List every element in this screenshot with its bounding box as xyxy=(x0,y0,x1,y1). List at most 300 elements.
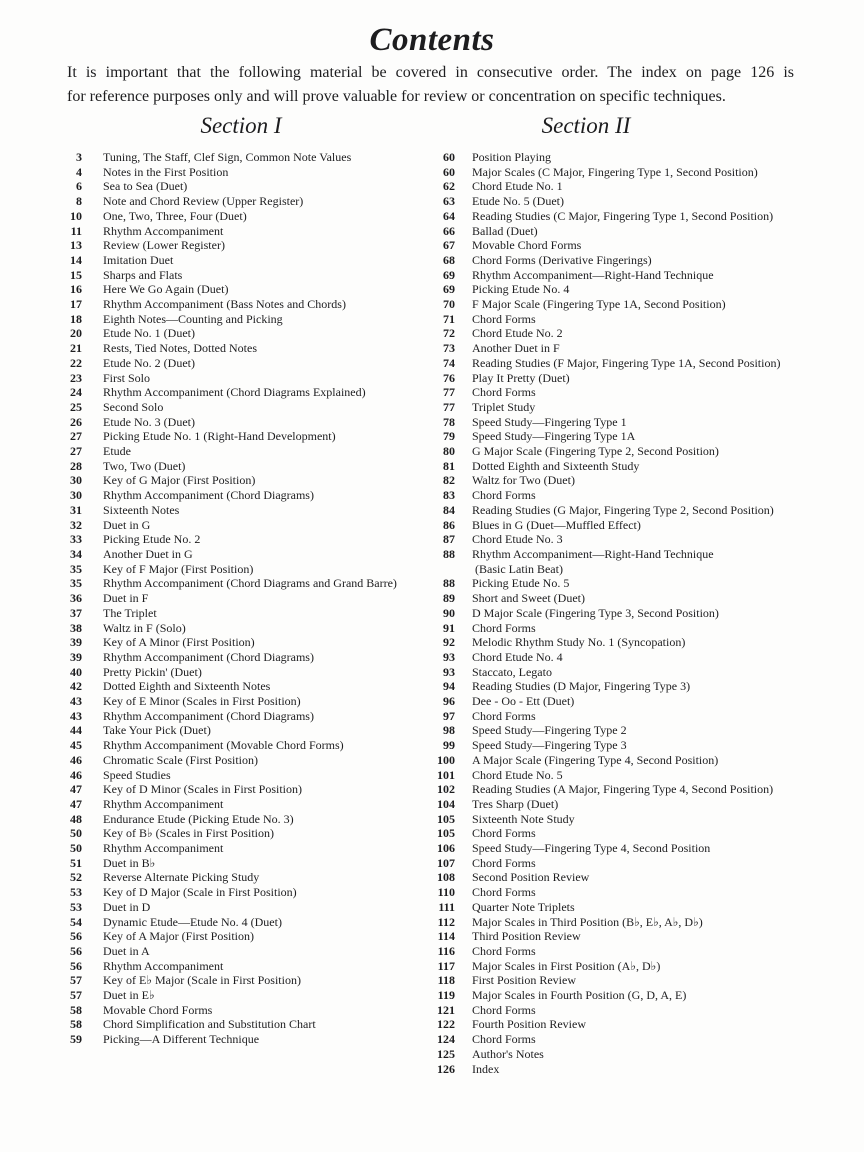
toc-page-number: 98 xyxy=(443,723,455,738)
toc-page-number: 122 xyxy=(437,1017,455,1032)
toc-row xyxy=(52,282,430,297)
toc-entry-title: Speed Studies xyxy=(103,767,171,782)
toc-entry-title: Ballad (Duet) xyxy=(472,223,538,238)
toc-entry-title: (Basic Latin Beat) xyxy=(475,561,563,576)
toc-row xyxy=(52,562,430,577)
toc-row xyxy=(430,356,820,371)
toc-row xyxy=(430,268,820,283)
toc-entry-title: Duet in A xyxy=(103,943,150,958)
toc-page-number: 58 xyxy=(70,1017,82,1032)
toc-row xyxy=(52,1003,430,1018)
intro-line-2: for reference purposes only and will prove valuable for review or concentration on specific techniques. xyxy=(67,88,726,105)
toc-row xyxy=(430,1017,820,1032)
toc-page-number: 62 xyxy=(443,179,455,194)
toc-page-number: 99 xyxy=(443,738,455,753)
toc-entry-title: Dynamic Etude—Etude No. 4 (Duet) xyxy=(103,914,282,929)
toc-row xyxy=(52,665,430,680)
toc-page-number: 27 xyxy=(70,429,82,444)
toc-entry-title: Etude xyxy=(103,444,131,459)
toc-entry-title: Rhythm Accompaniment xyxy=(103,796,224,811)
toc-row xyxy=(430,973,820,988)
toc-row xyxy=(52,150,430,165)
toc-entry-title: Movable Chord Forms xyxy=(103,1002,213,1017)
toc-entry-title: First Position Review xyxy=(472,973,577,988)
toc-page-number: 57 xyxy=(70,973,82,988)
toc-row xyxy=(52,885,430,900)
toc-row xyxy=(430,415,820,430)
toc-entry-title: Etude No. 2 (Duet) xyxy=(103,355,195,370)
toc-row xyxy=(52,635,430,650)
toc-page-number: 91 xyxy=(443,620,455,635)
toc-entry-title: Major Scales (C Major, Fingering Type 1, Second Position) xyxy=(472,164,758,179)
toc-page-number: 87 xyxy=(443,532,455,547)
toc-entry-title: Sixteenth Note Study xyxy=(472,811,575,826)
toc-row xyxy=(52,326,430,341)
toc-row xyxy=(52,768,430,783)
toc-row xyxy=(52,738,430,753)
toc-entry-title: Second Solo xyxy=(103,399,164,414)
toc-row xyxy=(430,473,820,488)
toc-page-number: 76 xyxy=(443,370,455,385)
toc-page-number: 11 xyxy=(70,223,82,238)
toc-page-number: 35 xyxy=(70,576,82,591)
toc-entry-title: Picking Etude No. 5 xyxy=(472,576,570,591)
toc-entry-title: Reading Studies (D Major, Fingering Type 3) xyxy=(472,679,691,694)
toc-page-number: 47 xyxy=(70,796,82,811)
toc-entry-title: Chromatic Scale (First Position) xyxy=(103,752,258,767)
toc-entry-title: Reverse Alternate Picking Study xyxy=(103,870,260,885)
toc-row xyxy=(430,797,820,812)
toc-entry-title: Etude No. 3 (Duet) xyxy=(103,414,195,429)
toc-entry-title: Picking Etude No. 1 (Right-Hand Development) xyxy=(103,429,336,444)
toc-page-number: 30 xyxy=(70,473,82,488)
toc-page-number: 53 xyxy=(70,899,82,914)
toc-row xyxy=(52,415,430,430)
toc-row xyxy=(52,1032,430,1047)
toc-page-number: 67 xyxy=(443,238,455,253)
toc-entry-title: Reading Studies (F Major, Fingering Type 1A, Second Position) xyxy=(472,355,781,370)
toc-entry-title: Chord Forms xyxy=(472,488,536,503)
toc-row xyxy=(430,165,820,180)
toc-page-number: 14 xyxy=(70,252,82,267)
toc-page-number: 78 xyxy=(443,414,455,429)
toc-row xyxy=(430,282,820,297)
toc-row xyxy=(430,944,820,959)
toc-row xyxy=(430,1003,820,1018)
toc-page-number: 59 xyxy=(70,1032,82,1047)
toc-entry-title: Short and Sweet (Duet) xyxy=(472,591,585,606)
toc-page-number: 64 xyxy=(443,208,455,223)
toc-entry-title: Fourth Position Review xyxy=(472,1017,587,1032)
toc-row xyxy=(430,518,820,533)
toc-entry-title: Key of F Major (First Position) xyxy=(103,561,254,576)
toc-entry-title: Rhythm Accompaniment xyxy=(103,841,224,856)
toc-page-number: 71 xyxy=(443,311,455,326)
toc-entry-title: Dee - Oo - Ett (Duet) xyxy=(472,694,575,709)
toc-page-number: 66 xyxy=(443,223,455,238)
toc-row xyxy=(52,606,430,621)
toc-entry-title: A Major Scale (Fingering Type 4, Second Position) xyxy=(472,752,719,767)
toc-entry-title: Rhythm Accompaniment xyxy=(103,958,224,973)
toc-entry-title: Etude No. 5 (Duet) xyxy=(472,194,564,209)
toc-page-number: 63 xyxy=(443,194,455,209)
toc-entry-title: Quarter Note Triplets xyxy=(472,899,575,914)
toc-entry-title: Rhythm Accompaniment (Chord Diagrams) xyxy=(103,649,314,664)
toc-page-number: 102 xyxy=(437,782,455,797)
toc-entry-title: Speed Study—Fingering Type 1A xyxy=(472,429,636,444)
toc-entry-title: Waltz for Two (Duet) xyxy=(472,473,575,488)
toc-entry-title: Rests, Tied Notes, Dotted Notes xyxy=(103,341,258,356)
toc-page-number: 119 xyxy=(437,988,455,1003)
toc-row xyxy=(52,356,430,371)
toc-entry-title: Play It Pretty (Duet) xyxy=(472,370,570,385)
toc-row xyxy=(430,1047,820,1062)
toc-row xyxy=(52,591,430,606)
toc-entry-title: Rhythm Accompaniment (Movable Chord Forms) xyxy=(103,738,344,753)
toc-page-number: 8 xyxy=(76,194,82,209)
toc-entry-title: Rhythm Accompaniment (Chord Diagrams and Grand Barre) xyxy=(103,576,397,591)
toc-page-number: 73 xyxy=(443,341,455,356)
toc-page-number: 22 xyxy=(70,355,82,370)
section-1-heading: Section I xyxy=(200,113,282,138)
toc-row xyxy=(52,782,430,797)
toc-entry-title: Sea to Sea (Duet) xyxy=(103,179,188,194)
toc-entry-title: Chord Etude No. 1 xyxy=(472,179,563,194)
toc-row xyxy=(430,768,820,783)
toc-entry-title: Duet in B♭ xyxy=(103,855,156,870)
toc-entry-title: Chord Forms (Derivative Fingerings) xyxy=(472,252,652,267)
toc-page-number: 52 xyxy=(70,870,82,885)
toc-entry-title: Third Position Review xyxy=(472,929,581,944)
toc-row xyxy=(430,900,820,915)
toc-entry-title: Chord Forms xyxy=(472,826,536,841)
toc-row xyxy=(430,297,820,312)
toc-entry-title: Major Scales in Third Position (B♭, E♭, A♭, D♭) xyxy=(472,914,703,929)
toc-entry-title: Tres Sharp (Duet) xyxy=(472,796,559,811)
toc-row xyxy=(430,782,820,797)
toc-entry-title: Pretty Pickin' (Duet) xyxy=(103,664,202,679)
toc-entry-title: Dotted Eighth and Sixteenth Notes xyxy=(103,679,271,694)
toc-page-number: 101 xyxy=(437,767,455,782)
toc-row xyxy=(52,826,430,841)
toc-page-number: 60 xyxy=(443,164,455,179)
toc-entry-title: Waltz in F (Solo) xyxy=(103,620,186,635)
toc-entry-title: Duet in D xyxy=(103,899,151,914)
toc-entry-title: Another Duet in F xyxy=(472,341,560,356)
toc-page-number: 114 xyxy=(437,929,455,944)
toc-entry-title: Chord Forms xyxy=(472,885,536,900)
toc-row xyxy=(52,224,430,239)
toc-page-number: 56 xyxy=(70,929,82,944)
toc-page-number: 68 xyxy=(443,252,455,267)
toc-row xyxy=(430,591,820,606)
toc-page-number: 46 xyxy=(70,767,82,782)
toc-row xyxy=(52,547,430,562)
toc-entry-title: Tuning, The Staff, Clef Sign, Common Note Values xyxy=(103,150,352,164)
toc-page-number: 45 xyxy=(70,738,82,753)
toc-entry-title: Staccato, Legato xyxy=(472,664,552,679)
toc-entry-title: Major Scales in Fourth Position (G, D, A, E) xyxy=(472,988,687,1003)
toc-row xyxy=(52,371,430,386)
toc-row xyxy=(430,488,820,503)
toc-row xyxy=(52,444,430,459)
toc-page-number: 44 xyxy=(70,723,82,738)
toc-row xyxy=(52,400,430,415)
toc-entry-title: One, Two, Three, Four (Duet) xyxy=(103,208,247,223)
toc-page-number: 27 xyxy=(70,444,82,459)
toc-row xyxy=(52,650,430,665)
toc-entry-title: Notes in the First Position xyxy=(103,164,229,179)
toc-page-number: 31 xyxy=(70,502,82,517)
toc-row xyxy=(430,856,820,871)
toc-row xyxy=(430,459,820,474)
toc-page-number: 89 xyxy=(443,591,455,606)
toc-page-number: 82 xyxy=(443,473,455,488)
toc-entry-title: Rhythm Accompaniment (Chord Diagrams Explained) xyxy=(103,385,366,400)
toc-page-number: 107 xyxy=(437,855,455,870)
toc-entry-title: Chord Simplification and Substitution Chart xyxy=(103,1017,316,1032)
toc-row xyxy=(430,959,820,974)
toc-row xyxy=(52,753,430,768)
toc-row xyxy=(430,885,820,900)
toc-page-number: 79 xyxy=(443,429,455,444)
toc-page-number: 25 xyxy=(70,399,82,414)
toc-page-number: 94 xyxy=(443,679,455,694)
toc-row xyxy=(52,988,430,1003)
toc-entry-title: Speed Study—Fingering Type 1 xyxy=(472,414,627,429)
toc-page-number: 86 xyxy=(443,517,455,532)
toc-entry-title: Major Scales in First Position (A♭, D♭) xyxy=(472,958,661,973)
toc-row xyxy=(430,503,820,518)
page-title: Contents xyxy=(369,22,495,58)
toc-entry-title: Duet in F xyxy=(103,591,149,606)
toc-row xyxy=(430,753,820,768)
toc-entry-title: Key of G Major (First Position) xyxy=(103,473,256,488)
section-1-column xyxy=(52,112,430,1047)
toc-page-number: 117 xyxy=(437,958,455,973)
toc-entry-title: Picking Etude No. 2 xyxy=(103,532,201,547)
toc-row xyxy=(430,1032,820,1047)
section-2-column xyxy=(430,112,820,1076)
toc-entry-title: Key of E Minor (Scales in First Position) xyxy=(103,694,301,709)
toc-entry-title: Sharps and Flats xyxy=(103,267,183,282)
toc-row xyxy=(52,621,430,636)
toc-page-number: 88 xyxy=(443,576,455,591)
toc-row xyxy=(430,532,820,547)
toc-page-number: 18 xyxy=(70,311,82,326)
toc-row xyxy=(52,856,430,871)
toc-row xyxy=(430,400,820,415)
toc-row xyxy=(52,694,430,709)
toc-row xyxy=(52,576,430,591)
toc-row xyxy=(430,209,820,224)
toc-page-number: 121 xyxy=(437,1002,455,1017)
toc-row xyxy=(430,150,820,165)
toc-page-number: 93 xyxy=(443,649,455,664)
toc-entry-title: Speed Study—Fingering Type 4, Second Position xyxy=(472,841,711,856)
toc-row xyxy=(430,679,820,694)
toc-row xyxy=(52,179,430,194)
toc-row xyxy=(52,709,430,724)
toc-entry-title: F Major Scale (Fingering Type 1A, Second Position) xyxy=(472,297,726,312)
toc-page-number: 111 xyxy=(438,899,455,914)
toc-row xyxy=(430,841,820,856)
toc-row xyxy=(430,988,820,1003)
toc-page-number: 108 xyxy=(437,870,455,885)
toc-page-number: 105 xyxy=(437,826,455,841)
toc-page-number: 70 xyxy=(443,297,455,312)
toc-row xyxy=(52,679,430,694)
toc-row xyxy=(430,738,820,753)
toc-page-number: 48 xyxy=(70,811,82,826)
toc-entry-title: Imitation Duet xyxy=(103,252,174,267)
toc-entry-title: Reading Studies (C Major, Fingering Type 1, Second Position) xyxy=(472,208,774,223)
toc-page-number: 51 xyxy=(70,855,82,870)
toc-page-number: 47 xyxy=(70,782,82,797)
toc-page-number: 26 xyxy=(70,414,82,429)
toc-page-number: 104 xyxy=(437,796,455,811)
toc-entry-title: Chord Etude No. 3 xyxy=(472,532,563,547)
toc-entry-title: Rhythm Accompaniment—Right-Hand Technique xyxy=(472,546,714,561)
intro-paragraph xyxy=(67,61,794,109)
toc-entry-title: Rhythm Accompaniment—Right-Hand Technique xyxy=(472,267,714,282)
toc-page-number: 88 xyxy=(443,546,455,561)
intro-line-1: It is important that the following material be covered in consecutive order. The index on page 126 is xyxy=(67,64,794,81)
toc-row xyxy=(430,723,820,738)
toc-row xyxy=(430,621,820,636)
toc-row xyxy=(52,929,430,944)
toc-page-number: 17 xyxy=(70,297,82,312)
toc-page-number: 35 xyxy=(70,561,82,576)
toc-page-number: 80 xyxy=(443,444,455,459)
toc-row xyxy=(52,870,430,885)
toc-entry-title: First Solo xyxy=(103,370,151,385)
toc-entry-title: Chord Etude No. 5 xyxy=(472,767,563,782)
toc-page-number: 77 xyxy=(443,399,455,414)
toc-row xyxy=(52,488,430,503)
toc-entry-title: Speed Study—Fingering Type 2 xyxy=(472,723,627,738)
toc-page-number: 37 xyxy=(70,605,82,620)
toc-page-number: 23 xyxy=(70,370,82,385)
toc-page-number: 50 xyxy=(70,826,82,841)
toc-page-number: 69 xyxy=(443,282,455,297)
toc-entry-title: Key of E♭ Major (Scale in First Position) xyxy=(103,973,301,988)
toc-entry-title: Movable Chord Forms xyxy=(472,238,582,253)
toc-entry-title: Rhythm Accompaniment xyxy=(103,223,224,238)
toc-row xyxy=(52,268,430,283)
toc-page-number: 4 xyxy=(76,164,82,179)
toc-row xyxy=(430,870,820,885)
toc-row xyxy=(430,635,820,650)
toc-row xyxy=(430,341,820,356)
toc-entry-title: D Major Scale (Fingering Type 3, Second Position) xyxy=(472,605,719,620)
toc-row xyxy=(52,1017,430,1032)
toc-row xyxy=(430,709,820,724)
toc-row xyxy=(52,723,430,738)
toc-entry-title: Two, Two (Duet) xyxy=(103,458,186,473)
toc-page-number: 110 xyxy=(437,885,455,900)
toc-page-number: 40 xyxy=(70,664,82,679)
toc-entry-title: Melodic Rhythm Study No. 1 (Syncopation) xyxy=(472,635,686,650)
toc-entry-title: Index xyxy=(472,1061,500,1076)
toc-entry-title: Picking Etude No. 4 xyxy=(472,282,570,297)
toc-entry-title: G Major Scale (Fingering Type 2, Second Position) xyxy=(472,444,719,459)
toc-row xyxy=(430,179,820,194)
toc-page-number: 125 xyxy=(437,1046,455,1061)
toc-entry-title: Duet in G xyxy=(103,517,151,532)
toc-entry-title: Blues in G (Duet—Muffled Effect) xyxy=(472,517,641,532)
toc-page-number: 10 xyxy=(70,208,82,223)
toc-entry-title: Take Your Pick (Duet) xyxy=(103,723,211,738)
toc-entry-title: Note and Chord Review (Upper Register) xyxy=(103,194,304,209)
toc-row xyxy=(52,312,430,327)
toc-page-number: 13 xyxy=(70,238,82,253)
toc-entry-title: Chord Forms xyxy=(472,1002,536,1017)
toc-page-number: 116 xyxy=(437,943,455,958)
toc-page-number: 84 xyxy=(443,502,455,517)
toc-page-number: 69 xyxy=(443,267,455,282)
toc-entry-title: Speed Study—Fingering Type 3 xyxy=(472,738,627,753)
toc-page-number: 56 xyxy=(70,943,82,958)
toc-row xyxy=(52,944,430,959)
toc-entry-title: Chord Etude No. 2 xyxy=(472,326,563,341)
toc-page-number: 21 xyxy=(70,341,82,356)
toc-row xyxy=(430,371,820,386)
toc-row xyxy=(430,429,820,444)
toc-entry-title: Chord Forms xyxy=(472,311,536,326)
toc-page-number: 112 xyxy=(437,914,455,929)
toc-entry-title: Picking—A Different Technique xyxy=(103,1032,260,1047)
toc-entry-title: Triplet Study xyxy=(472,399,536,414)
toc-page-number: 32 xyxy=(70,517,82,532)
toc-entry-title: Position Playing xyxy=(472,150,552,164)
toc-entry-title: Key of D Minor (Scales in First Position) xyxy=(103,782,302,797)
toc-entry-title: Chord Forms xyxy=(472,385,536,400)
toc-page-number: 50 xyxy=(70,841,82,856)
toc-entry-title: Key of A Minor (First Position) xyxy=(103,635,255,650)
toc-page-number: 54 xyxy=(70,914,82,929)
toc-row xyxy=(52,194,430,209)
toc-row xyxy=(430,606,820,621)
toc-entry-title: Chord Forms xyxy=(472,620,536,635)
toc-entry-title: Chord Forms xyxy=(472,1032,536,1047)
toc-entry-title: Chord Forms xyxy=(472,708,536,723)
toc-row xyxy=(52,238,430,253)
toc-row xyxy=(52,973,430,988)
toc-row xyxy=(430,694,820,709)
toc-page-number: 77 xyxy=(443,385,455,400)
toc-page-number: 56 xyxy=(70,958,82,973)
toc-entry-title: Author's Notes xyxy=(472,1046,544,1061)
toc-page-number: 46 xyxy=(70,752,82,767)
toc-page-number xyxy=(430,562,455,577)
toc-page-number: 58 xyxy=(70,1002,82,1017)
toc-page-number: 57 xyxy=(70,988,82,1003)
toc-page-number: 30 xyxy=(70,488,82,503)
toc-row xyxy=(52,503,430,518)
toc-page-number: 24 xyxy=(70,385,82,400)
section-2-entries xyxy=(430,150,820,1076)
toc-entry-title: Eighth Notes—Counting and Picking xyxy=(103,311,283,326)
toc-entry-title: Chord Forms xyxy=(472,943,536,958)
toc-entry-title: Rhythm Accompaniment (Chord Diagrams) xyxy=(103,488,314,503)
toc-entry-title: Key of B♭ (Scales in First Position) xyxy=(103,826,274,841)
toc-page-number: 6 xyxy=(76,179,82,194)
toc-entry-title: Chord Etude No. 4 xyxy=(472,649,563,664)
toc-row xyxy=(52,797,430,812)
toc-row xyxy=(430,238,820,253)
toc-entry-title: Duet in E♭ xyxy=(103,988,155,1003)
